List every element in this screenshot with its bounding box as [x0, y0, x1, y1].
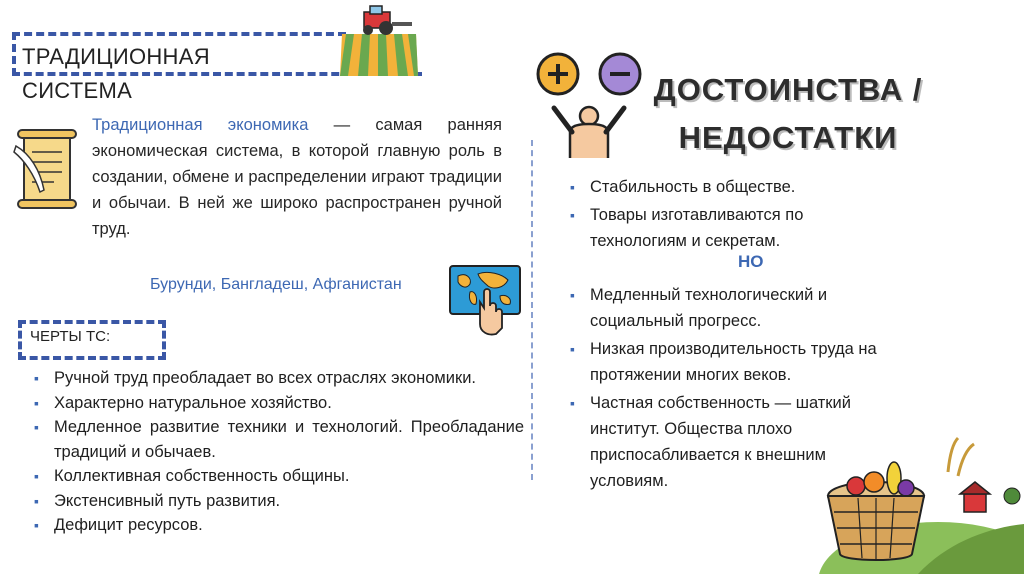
title-frame-left — [12, 32, 16, 76]
list-item: ▪ Ручной труд преобладает во всех отраслях экономики. — [30, 366, 524, 391]
list-item: ▪ Коллективная собственность общины. — [30, 464, 524, 489]
countries-text: Бурунди, Бангладеш, Афганистан — [150, 276, 402, 293]
right-title-line1: ДОСТОИНСТВА / — [653, 72, 923, 107]
left-title-line1: ТРАДИЦИОННАЯ — [22, 44, 210, 69]
list-item: ▪ Характерно натуральное хозяйство. — [30, 391, 524, 416]
harvest-basket-icon — [798, 432, 1024, 574]
right-title-line2: НЕДОСТАТКИ — [678, 120, 898, 155]
features-label: ЧЕРТЫ ТС: — [30, 328, 111, 345]
left-title-line2: СИСТЕМА — [22, 78, 133, 103]
right-title — [638, 66, 938, 162]
but-label: НО — [738, 252, 764, 271]
world-map-touch-icon — [444, 262, 524, 338]
column-divider — [531, 140, 533, 480]
list-item: ▪ Медленный технологический и социальный прогресс. — [566, 282, 906, 334]
scroll-quill-icon — [10, 128, 82, 214]
definition-text — [92, 112, 502, 242]
list-item: ▪ Товары изготавливаются по технологиям и секретам. — [566, 202, 896, 254]
plus-minus-person-icon — [532, 50, 652, 162]
definition-term: Традиционная экономика — [92, 116, 309, 134]
left-title — [22, 40, 210, 108]
list-item: ▪ Дефицит ресурсов. — [30, 513, 524, 538]
list-item: ▪ Частная собственность — шаткий институт. Общества плохо приспосабливается к внешним условиям. — [566, 390, 906, 494]
definition-body: — самая ранняя экономическая система, в которой главную роль в создании, обмене и распределении играют традиции и обычаи. В ней же широко распространен ручной труд. — [92, 116, 502, 238]
list-item: ▪ Медленное развитие техники и технологий. Преобладание традиций и обычаев. — [30, 415, 524, 464]
features-list — [30, 366, 524, 538]
list-item: ▪ Экстенсивный путь развития. — [30, 489, 524, 514]
list-item: ▪ Низкая производительность труда на протяжении многих веков. — [566, 336, 906, 388]
pros-list — [566, 174, 896, 256]
list-item: ▪ Стабильность в обществе. — [566, 174, 896, 200]
tractor-field-icon — [338, 4, 420, 76]
